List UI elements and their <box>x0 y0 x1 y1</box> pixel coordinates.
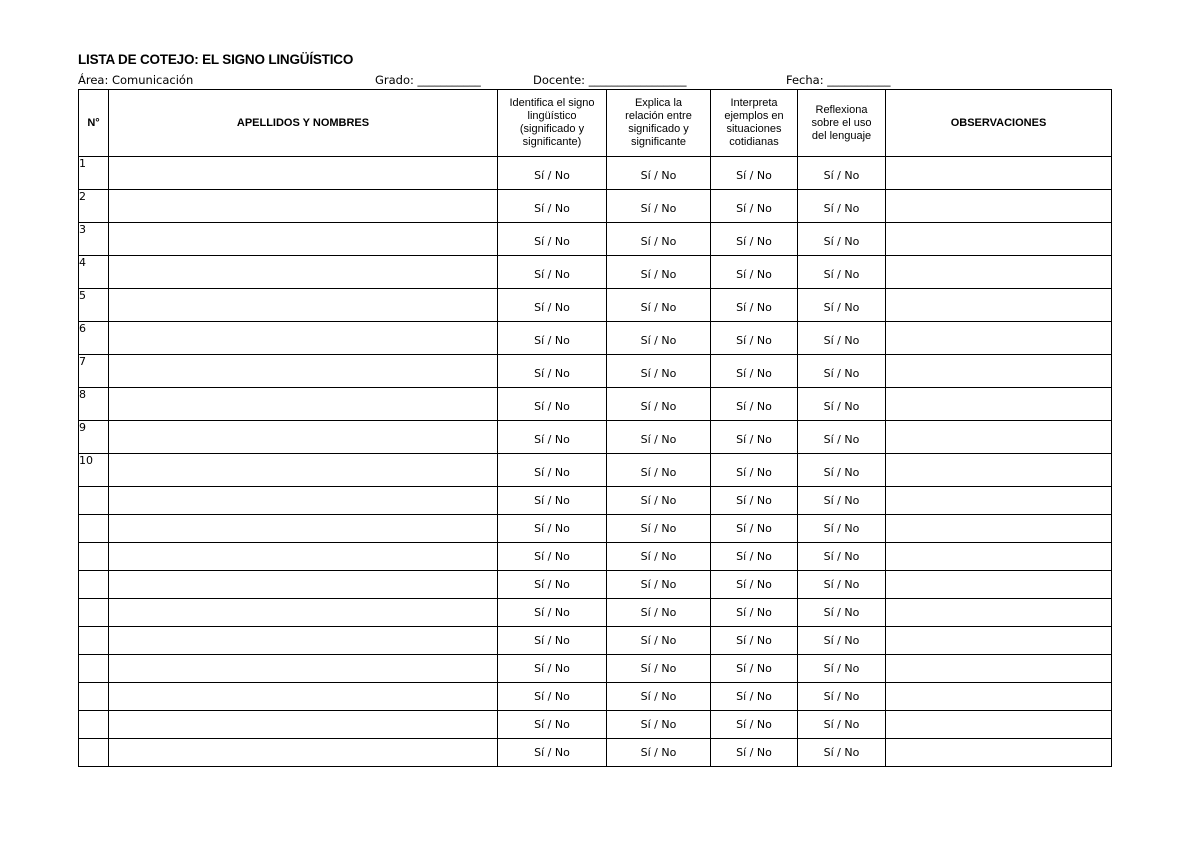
criterion-3-answer[interactable]: Sí / No <box>711 289 798 322</box>
student-name-cell[interactable] <box>109 711 498 739</box>
row-number: 8 <box>79 388 109 421</box>
criterion-1-answer[interactable]: Sí / No <box>498 454 607 487</box>
row-number: 7 <box>79 355 109 388</box>
observations-cell[interactable] <box>886 599 1112 627</box>
header-criterion-3: Interpreta ejemplos en situaciones cotidianas <box>711 90 798 157</box>
criterion-1-answer[interactable]: Sí / No <box>498 223 607 256</box>
observations-cell[interactable] <box>886 388 1112 421</box>
criterion-4-answer[interactable]: Sí / No <box>798 421 886 454</box>
student-name-cell[interactable] <box>109 421 498 454</box>
criterion-3-answer[interactable]: Sí / No <box>711 655 798 683</box>
student-name-cell[interactable] <box>109 190 498 223</box>
docente-field: Docente: _________________ <box>533 73 687 87</box>
criterion-1-answer[interactable]: Sí / No <box>498 543 607 571</box>
criterion-1-answer[interactable]: Sí / No <box>498 739 607 767</box>
criterion-2-answer[interactable]: Sí / No <box>607 322 711 355</box>
table-row <box>79 487 1112 515</box>
row-number <box>79 515 109 543</box>
criterion-2-answer[interactable]: Sí / No <box>607 157 711 190</box>
row-number: 4 <box>79 256 109 289</box>
grado-field: Grado: ___________ <box>375 73 481 87</box>
criterion-4-answer[interactable]: Sí / No <box>798 711 886 739</box>
criterion-4-answer[interactable]: Sí / No <box>798 571 886 599</box>
criterion-1-answer[interactable]: Sí / No <box>498 487 607 515</box>
criterion-4-answer[interactable]: Sí / No <box>798 322 886 355</box>
criterion-4-answer[interactable]: Sí / No <box>798 289 886 322</box>
student-name-cell[interactable] <box>109 543 498 571</box>
criterion-3-answer[interactable]: Sí / No <box>711 388 798 421</box>
checklist-table <box>78 89 1112 767</box>
criterion-3-answer[interactable]: Sí / No <box>711 683 798 711</box>
header-criterion-1: Identifica el signo lingüístico (significado y significante) <box>498 90 607 157</box>
criterion-1-answer[interactable]: Sí / No <box>498 289 607 322</box>
criterion-2-answer[interactable]: Sí / No <box>607 223 711 256</box>
criterion-1-answer[interactable]: Sí / No <box>498 627 607 655</box>
row-number <box>79 739 109 767</box>
criterion-1-answer[interactable]: Sí / No <box>498 157 607 190</box>
criterion-4-answer[interactable]: Sí / No <box>798 190 886 223</box>
header-num: N° <box>79 90 109 157</box>
row-number: 5 <box>79 289 109 322</box>
criterion-2-answer[interactable]: Sí / No <box>607 515 711 543</box>
criterion-4-answer[interactable]: Sí / No <box>798 487 886 515</box>
table-row <box>79 355 1112 388</box>
row-number: 9 <box>79 421 109 454</box>
criterion-2-answer[interactable]: Sí / No <box>607 388 711 421</box>
table-row <box>79 421 1112 454</box>
criterion-1-answer[interactable]: Sí / No <box>498 421 607 454</box>
criterion-2-answer[interactable]: Sí / No <box>607 421 711 454</box>
observations-cell[interactable] <box>886 711 1112 739</box>
criterion-2-answer[interactable]: Sí / No <box>607 289 711 322</box>
row-number <box>79 627 109 655</box>
observations-cell[interactable] <box>886 256 1112 289</box>
table-row <box>79 739 1112 767</box>
table-row <box>79 627 1112 655</box>
row-number: 2 <box>79 190 109 223</box>
criterion-2-answer[interactable]: Sí / No <box>607 543 711 571</box>
row-number: 6 <box>79 322 109 355</box>
criterion-2-answer[interactable]: Sí / No <box>607 683 711 711</box>
observations-cell[interactable] <box>886 454 1112 487</box>
criterion-4-answer[interactable]: Sí / No <box>798 683 886 711</box>
criterion-3-answer[interactable]: Sí / No <box>711 515 798 543</box>
table-row <box>79 157 1112 190</box>
fecha-field: Fecha: ___________ <box>786 73 891 87</box>
criterion-4-answer[interactable]: Sí / No <box>798 739 886 767</box>
student-name-cell[interactable] <box>109 487 498 515</box>
criterion-3-answer[interactable]: Sí / No <box>711 711 798 739</box>
criterion-3-answer[interactable]: Sí / No <box>711 487 798 515</box>
row-number <box>79 571 109 599</box>
table-row <box>79 515 1112 543</box>
criterion-3-answer[interactable]: Sí / No <box>711 599 798 627</box>
criterion-1-answer[interactable]: Sí / No <box>498 655 607 683</box>
criterion-2-answer[interactable]: Sí / No <box>607 627 711 655</box>
criterion-3-answer[interactable]: Sí / No <box>711 322 798 355</box>
criterion-1-answer[interactable]: Sí / No <box>498 190 607 223</box>
observations-cell[interactable] <box>886 627 1112 655</box>
criterion-3-answer[interactable]: Sí / No <box>711 454 798 487</box>
criterion-3-answer[interactable]: Sí / No <box>711 627 798 655</box>
criterion-1-answer[interactable]: Sí / No <box>498 322 607 355</box>
criterion-3-answer[interactable]: Sí / No <box>711 256 798 289</box>
observations-cell[interactable] <box>886 543 1112 571</box>
observations-cell[interactable] <box>886 655 1112 683</box>
criterion-4-answer[interactable]: Sí / No <box>798 256 886 289</box>
student-name-cell[interactable] <box>109 627 498 655</box>
student-name-cell[interactable] <box>109 355 498 388</box>
criterion-4-answer[interactable]: Sí / No <box>798 454 886 487</box>
row-number <box>79 655 109 683</box>
student-name-cell[interactable] <box>109 256 498 289</box>
row-number <box>79 487 109 515</box>
criterion-1-answer[interactable]: Sí / No <box>498 571 607 599</box>
table-row <box>79 543 1112 571</box>
criterion-3-answer[interactable]: Sí / No <box>711 571 798 599</box>
table-row <box>79 223 1112 256</box>
criterion-1-answer[interactable]: Sí / No <box>498 355 607 388</box>
criterion-2-answer[interactable]: Sí / No <box>607 711 711 739</box>
criterion-1-answer[interactable]: Sí / No <box>498 256 607 289</box>
criterion-2-answer[interactable]: Sí / No <box>607 655 711 683</box>
criterion-4-answer[interactable]: Sí / No <box>798 543 886 571</box>
table-row <box>79 711 1112 739</box>
row-number <box>79 599 109 627</box>
observations-cell[interactable] <box>886 289 1112 322</box>
observations-cell[interactable] <box>886 355 1112 388</box>
observations-cell[interactable] <box>886 322 1112 355</box>
document-title: LISTA DE COTEJO: EL SIGNO LINGÜÍSTICO <box>78 52 354 67</box>
row-number <box>79 683 109 711</box>
row-number <box>79 711 109 739</box>
table-row <box>79 289 1112 322</box>
header-observations: OBSERVACIONES <box>886 90 1112 157</box>
criterion-3-answer[interactable]: Sí / No <box>711 739 798 767</box>
criterion-2-answer[interactable]: Sí / No <box>607 355 711 388</box>
row-number: 10 <box>79 454 109 487</box>
criterion-3-answer[interactable]: Sí / No <box>711 355 798 388</box>
criterion-4-answer[interactable]: Sí / No <box>798 515 886 543</box>
student-name-cell[interactable] <box>109 454 498 487</box>
row-number: 1 <box>79 157 109 190</box>
criterion-3-answer[interactable]: Sí / No <box>711 157 798 190</box>
criterion-1-answer[interactable]: Sí / No <box>498 711 607 739</box>
student-name-cell[interactable] <box>109 683 498 711</box>
criterion-4-answer[interactable]: Sí / No <box>798 388 886 421</box>
table-row <box>79 599 1112 627</box>
student-name-cell[interactable] <box>109 289 498 322</box>
table-row <box>79 322 1112 355</box>
observations-cell[interactable] <box>886 190 1112 223</box>
observations-cell[interactable] <box>886 223 1112 256</box>
criterion-1-answer[interactable]: Sí / No <box>498 683 607 711</box>
student-name-cell[interactable] <box>109 157 498 190</box>
table-row <box>79 655 1112 683</box>
criterion-2-answer[interactable]: Sí / No <box>607 571 711 599</box>
observations-cell[interactable] <box>886 487 1112 515</box>
row-number <box>79 543 109 571</box>
student-name-cell[interactable] <box>109 223 498 256</box>
header-names: APELLIDOS Y NOMBRES <box>109 90 498 157</box>
observations-cell[interactable] <box>886 515 1112 543</box>
table-row <box>79 571 1112 599</box>
student-name-cell[interactable] <box>109 322 498 355</box>
area-field: Área: Comunicación <box>78 73 194 87</box>
criterion-2-answer[interactable]: Sí / No <box>607 739 711 767</box>
table-row <box>79 388 1112 421</box>
criterion-4-answer[interactable]: Sí / No <box>798 627 886 655</box>
criterion-4-answer[interactable]: Sí / No <box>798 655 886 683</box>
criterion-1-answer[interactable]: Sí / No <box>498 599 607 627</box>
criterion-1-answer[interactable]: Sí / No <box>498 515 607 543</box>
criterion-1-answer[interactable]: Sí / No <box>498 388 607 421</box>
row-number: 3 <box>79 223 109 256</box>
student-name-cell[interactable] <box>109 515 498 543</box>
criterion-2-answer[interactable]: Sí / No <box>607 599 711 627</box>
criterion-2-answer[interactable]: Sí / No <box>607 454 711 487</box>
student-name-cell[interactable] <box>109 571 498 599</box>
observations-cell[interactable] <box>886 421 1112 454</box>
table-row <box>79 256 1112 289</box>
student-name-cell[interactable] <box>109 388 498 421</box>
criterion-2-answer[interactable]: Sí / No <box>607 487 711 515</box>
criterion-2-answer[interactable]: Sí / No <box>607 256 711 289</box>
criterion-2-answer[interactable]: Sí / No <box>607 190 711 223</box>
student-name-cell[interactable] <box>109 655 498 683</box>
table-row <box>79 190 1112 223</box>
table-header-row <box>79 90 1112 157</box>
criterion-3-answer[interactable]: Sí / No <box>711 223 798 256</box>
observations-cell[interactable] <box>886 571 1112 599</box>
header-criterion-4: Reflexiona sobre el uso del lenguaje <box>798 90 886 157</box>
student-name-cell[interactable] <box>109 599 498 627</box>
observations-cell[interactable] <box>886 157 1112 190</box>
table-row <box>79 454 1112 487</box>
criterion-3-answer[interactable]: Sí / No <box>711 421 798 454</box>
table-row <box>79 683 1112 711</box>
criterion-4-answer[interactable]: Sí / No <box>798 223 886 256</box>
criterion-4-answer[interactable]: Sí / No <box>798 599 886 627</box>
criterion-3-answer[interactable]: Sí / No <box>711 190 798 223</box>
observations-cell[interactable] <box>886 683 1112 711</box>
student-name-cell[interactable] <box>109 739 498 767</box>
header-criterion-2: Explica la relación entre significado y significante <box>607 90 711 157</box>
criterion-3-answer[interactable]: Sí / No <box>711 543 798 571</box>
criterion-4-answer[interactable]: Sí / No <box>798 355 886 388</box>
criterion-4-answer[interactable]: Sí / No <box>798 157 886 190</box>
observations-cell[interactable] <box>886 739 1112 767</box>
